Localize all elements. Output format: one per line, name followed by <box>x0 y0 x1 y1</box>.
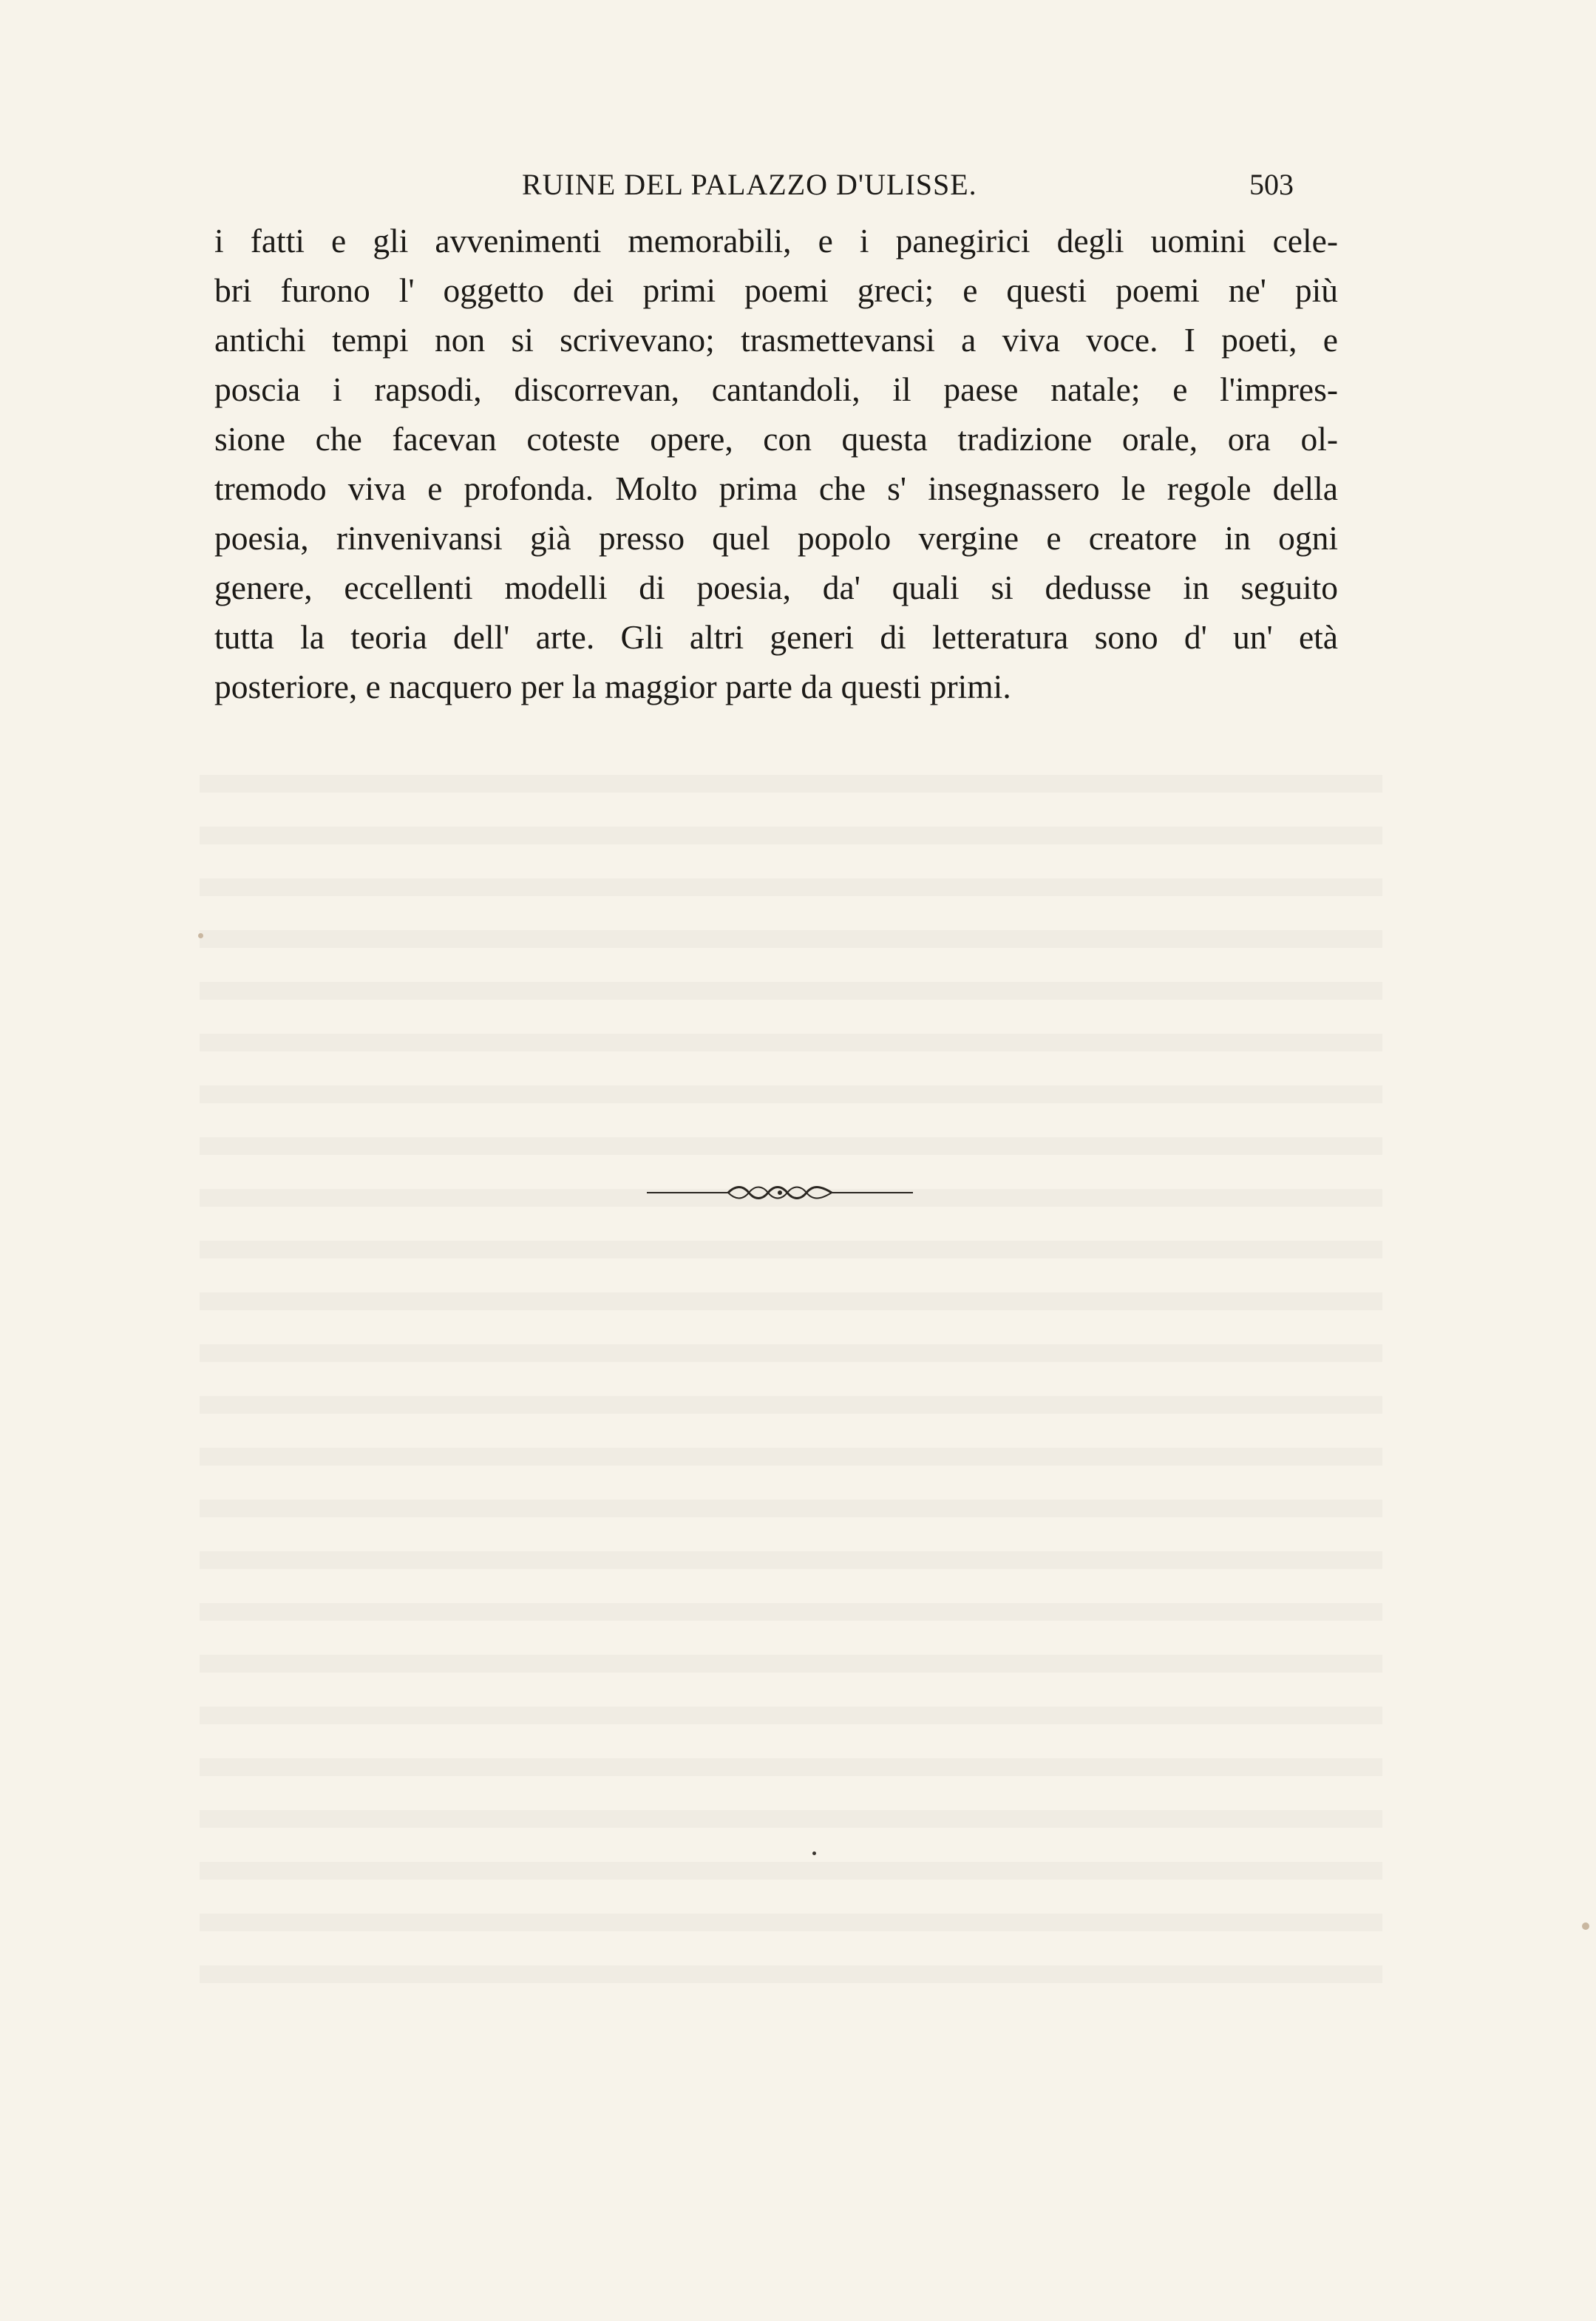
text-line: posteriore, e nacquero per la maggior parte da questi primi. <box>214 668 1011 705</box>
text-line: bri furono l' oggetto dei primi poemi greci; e questi poemi ne' più <box>214 271 1338 309</box>
text-line: tutta la teoria dell' arte. Gli altri generi di letteratura sono d' un' età <box>214 618 1338 656</box>
paper-speck <box>198 933 203 938</box>
paper-speck <box>1582 1922 1589 1930</box>
text-line: antichi tempi non si scrivevano; trasmettevansi a viva voce. I poeti, e <box>214 321 1338 359</box>
page-number: 503 <box>1249 168 1294 201</box>
body-paragraph <box>214 216 1338 711</box>
running-title: RUINE DEL PALAZZO D'ULISSE. <box>522 168 977 201</box>
text-line: sione che facevan coteste opere, con questa tradizione orale, ora ol- <box>214 420 1338 458</box>
text-line: poesia, rinvenivansi già presso quel popolo vergine e creatore in ogni <box>214 519 1338 557</box>
ornamental-rule-icon <box>647 1182 913 1204</box>
running-head <box>214 167 1294 211</box>
text-line: i fatti e gli avvenimenti memorabili, e i panegirici degli uomini cele- <box>214 222 1338 260</box>
text-line: tremodo viva e profonda. Molto prima che s' insegnassero le regole della <box>214 470 1338 507</box>
text-line: poscia i rapsodi, discorrevan, cantandoli, il paese natale; e l'impres- <box>214 370 1338 408</box>
text-line: genere, eccellenti modelli di poesia, da' quali si dedusse in seguito <box>214 569 1338 606</box>
paper-speck <box>812 1851 816 1855</box>
bleed-through-texture <box>200 747 1382 1989</box>
